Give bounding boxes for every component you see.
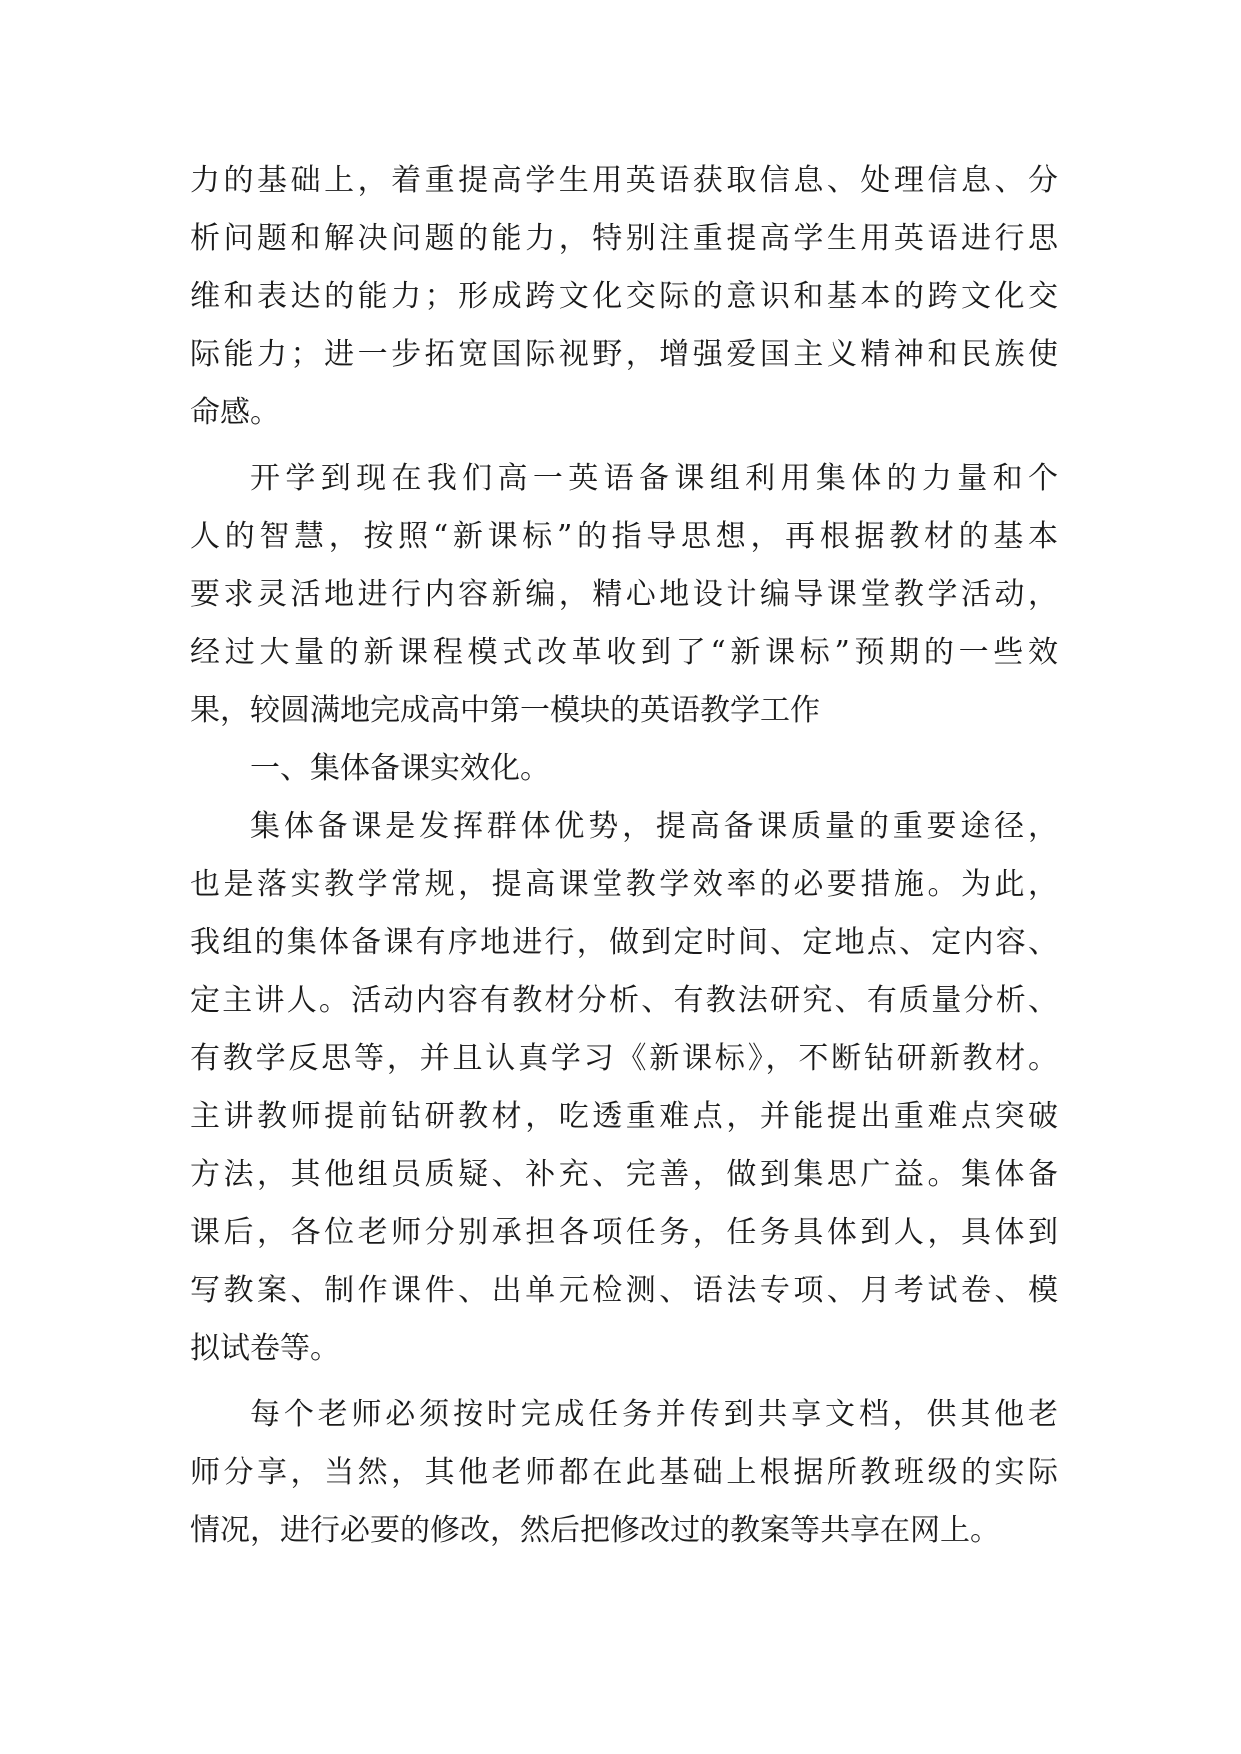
text-line: 每个老师必须按时完成任务并传到共享文档，供其他老	[250, 1397, 1058, 1432]
text-line: 经过大量的新课程模式改革收到了“新课标”预期的一些效	[190, 635, 1058, 670]
text-line: 我组的集体备课有序地进行，做到定时间、定地点、定内容、	[190, 925, 1058, 960]
text-line: 际能力；进一步拓宽国际视野，增强爱国主义精神和民族使	[190, 337, 1058, 372]
paragraph-2	[190, 450, 1058, 740]
text-line: 定主讲人。活动内容有教材分析、有教法研究、有质量分析、	[190, 983, 1058, 1018]
text-line: 拟试卷等。	[190, 1331, 340, 1366]
text-line: 方法，其他组员质疑、补充、完善，做到集思广益。集体备	[190, 1157, 1058, 1192]
text-line: 集体备课是发挥群体优势，提高备课质量的重要途径，	[250, 809, 1058, 844]
text-line: 有教学反思等，并且认真学习《新课标》，不断钻研新教材。	[190, 1041, 1058, 1076]
paragraph-4	[190, 1386, 1058, 1560]
text-line: 析问题和解决问题的能力，特别注重提高学生用英语进行思	[190, 221, 1058, 256]
text-line: 人的智慧，按照“新课标”的指导思想，再根据教材的基本	[190, 519, 1058, 554]
paragraph-3	[190, 798, 1058, 1378]
section-heading	[190, 740, 1058, 798]
text-line: 维和表达的能力；形成跨文化交际的意识和基本的跨文化交	[190, 279, 1058, 314]
text-line: 力的基础上，着重提高学生用英语获取信息、处理信息、分	[190, 163, 1058, 198]
text-line: 要求灵活地进行内容新编，精心地设计编导课堂教学活动，	[190, 577, 1058, 612]
text-line: 开学到现在我们高一英语备课组利用集体的力量和个	[250, 461, 1058, 496]
text-line: 师分享，当然，其他老师都在此基础上根据所教班级的实际	[190, 1455, 1058, 1490]
text-line: 命感。	[190, 395, 280, 430]
heading-line: 一、集体备课实效化。	[250, 751, 550, 786]
text-line: 情况，进行必要的修改，然后把修改过的教案等共享在网上。	[190, 1513, 1000, 1548]
text-line: 也是落实教学常规，提高课堂教学效率的必要措施。为此，	[190, 867, 1058, 902]
paragraph-1	[190, 152, 1058, 442]
text-line: 课后，各位老师分别承担各项任务，任务具体到人，具体到	[190, 1215, 1058, 1250]
document-body	[190, 152, 1058, 1560]
text-line: 果，较圆满地完成高中第一模块的英语教学工作	[190, 693, 820, 728]
text-line: 主讲教师提前钻研教材，吃透重难点，并能提出重难点突破	[190, 1099, 1058, 1134]
text-line: 写教案、制作课件、出单元检测、语法专项、月考试卷、模	[190, 1273, 1058, 1308]
